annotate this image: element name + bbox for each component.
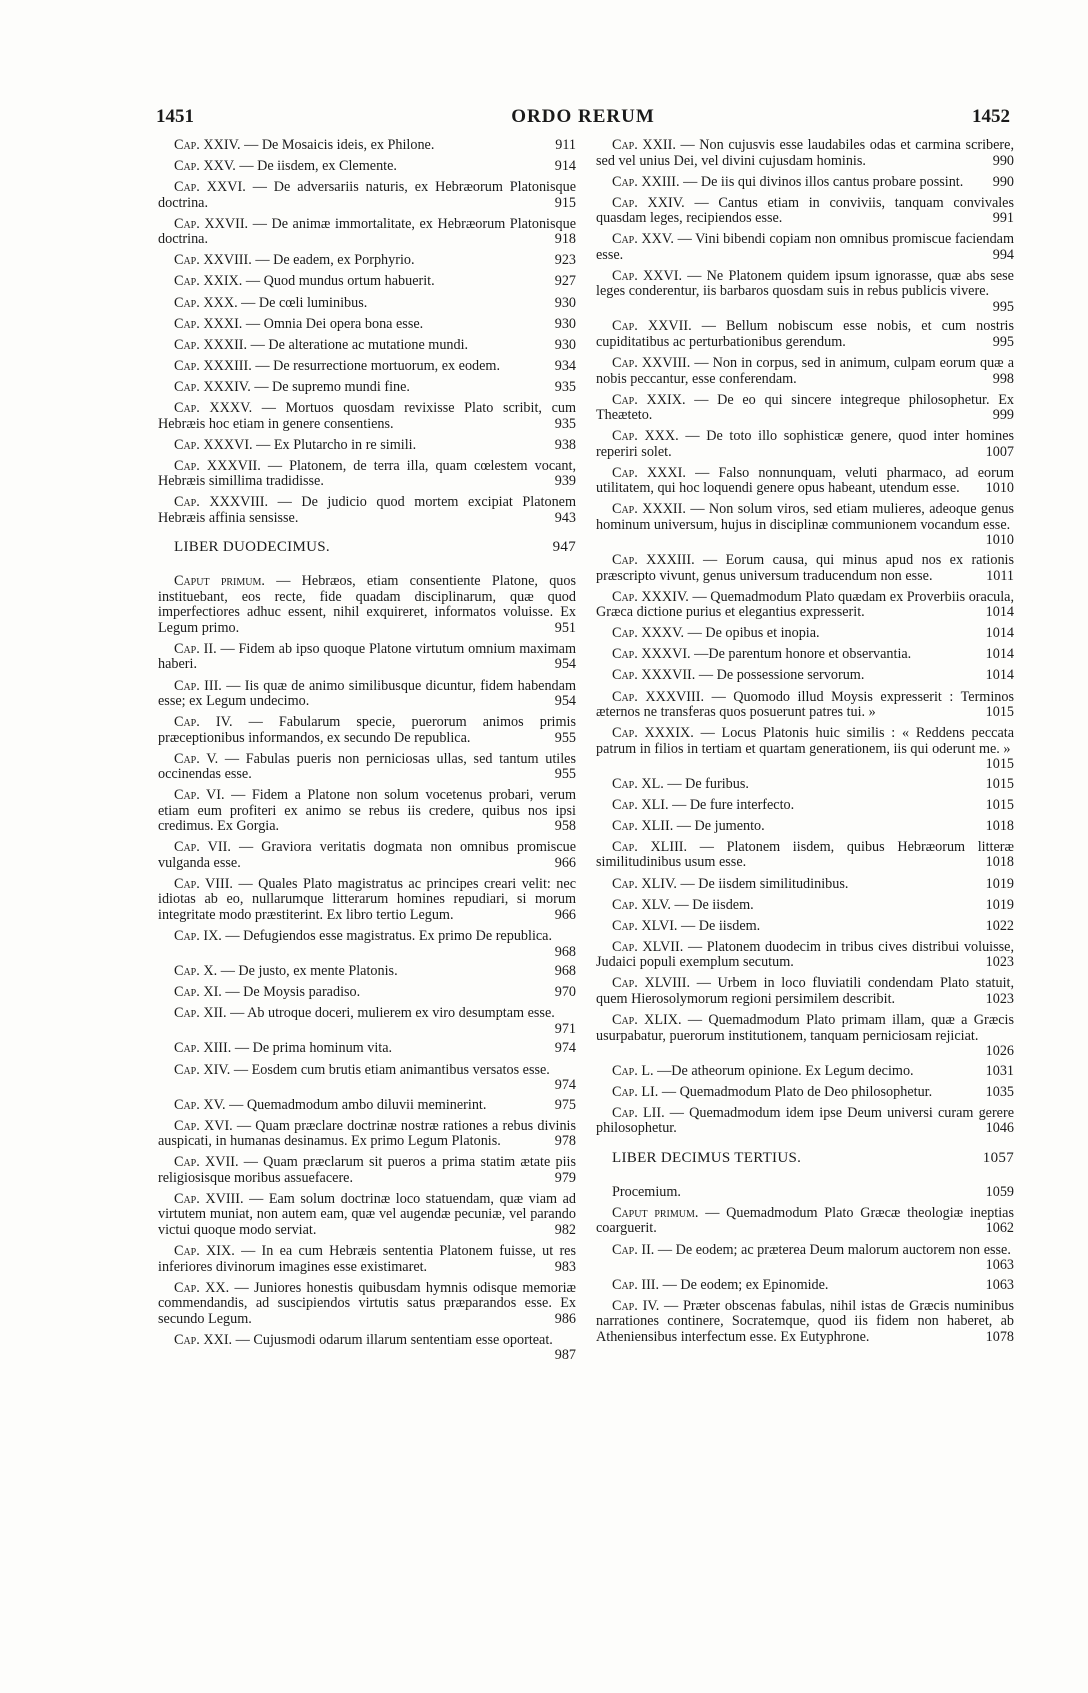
- toc-entry: [158, 574, 576, 636]
- chapter-label: Cap. IV.: [174, 714, 233, 731]
- chapter-page-number: 1018: [985, 817, 1014, 834]
- toc-entry: [158, 1192, 576, 1239]
- chapter-label: Cap. XXXIII.: [174, 357, 252, 374]
- book-page-number: 947: [552, 539, 576, 556]
- chapter-title: —De parentum honore et observantia.: [694, 646, 912, 663]
- chapter-title: — Falso nonnunquam, veluti pharmaco, ad eorum utilitatem, qui hoc loquendi genere opus habeant, utendum esse.: [596, 464, 1014, 497]
- chapter-title: — De adversariis naturis, ex Hebræorum Platonisque doctrina.: [158, 179, 577, 211]
- chapter-label: Cap. XXXI.: [174, 315, 243, 332]
- chapter-title: — Quod mundus ortum habuerit.: [245, 273, 435, 290]
- chapter-title: — Mortuos quosdam revixisse Plato scribit, cum Hebræis hoc etiam in genere consentiens.: [158, 400, 576, 432]
- toc-entry: [158, 459, 576, 490]
- toc-entry: [596, 898, 1014, 914]
- chapter-page-number: 1035: [985, 1083, 1014, 1100]
- chapter-label: Cap. XII.: [174, 1005, 227, 1022]
- toc-entry: [158, 1119, 576, 1150]
- chapter-page-number: 1014: [985, 625, 1014, 642]
- chapter-title: — Graviora veritatis dogmata non omnibus promiscue vulganda esse.: [158, 839, 577, 871]
- toc-entry: [158, 359, 576, 375]
- chapter-title: — De alteratione ac mutatione mundi.: [250, 336, 469, 353]
- chapter-label: Cap. III.: [174, 677, 222, 694]
- chapter-page-number: 995: [992, 298, 1014, 315]
- chapter-page-number: 954: [554, 656, 576, 673]
- chapter-page-number: 930: [554, 336, 576, 353]
- chapter-page-number: 1007: [985, 443, 1014, 460]
- toc-entry: [596, 1085, 1014, 1101]
- toc-entry: [596, 919, 1014, 935]
- chapter-label: Cap. VII.: [174, 839, 231, 856]
- chapter-label: Cap. L.: [612, 1062, 654, 1079]
- toc-entry: [596, 175, 1014, 191]
- toc-entry: [596, 319, 1014, 350]
- toc-entry: [596, 138, 1014, 169]
- chapter-label: Cap. XI.: [174, 984, 222, 1001]
- chapter-page-number: 966: [554, 854, 576, 871]
- toc-entry: [158, 1063, 576, 1093]
- chapter-title: — De fure interfecto.: [672, 796, 795, 813]
- chapter-title: — De justo, ex mente Platonis.: [220, 963, 398, 980]
- toc-entry: [596, 393, 1014, 424]
- chapter-label: Cap. XXXII.: [174, 336, 248, 353]
- chapter-label: Cap. XXXVII.: [174, 457, 261, 474]
- chapter-label: Cap. XVIII.: [174, 1190, 244, 1207]
- chapter-title: — De furibus.: [667, 775, 749, 792]
- chapter-title: — Hebræos, etiam consentiente Platone, quos instituebant, eos recte, fide quadam disciplinarum, quæ quod imperfectiores adhuc essent, nihil exquireret, informatos voluisse. Ex Legum primo.: [158, 573, 576, 636]
- chapter-label: Cap. X.: [174, 963, 218, 980]
- chapter-page-number: 1062: [985, 1220, 1014, 1237]
- chapter-title: — Quomodo illud Moysis expresserit : Terminos æternos ne transferas quos posuerunt patres tui. »: [596, 688, 1014, 720]
- running-title: ORDO RERUM: [511, 106, 655, 127]
- toc-entry: [596, 1185, 1014, 1201]
- toc-entry: [158, 985, 576, 1001]
- chapter-page-number: 995: [992, 333, 1014, 350]
- chapter-page-number: 918: [554, 231, 576, 248]
- chapter-page-number: 968: [554, 963, 576, 980]
- toc-entry: [158, 180, 576, 211]
- chapter-page-number: 1046: [985, 1120, 1014, 1137]
- toc-entry: [596, 590, 1014, 621]
- chapter-title: — Eosdem cum brutis etiam animantibus versatos esse.: [233, 1061, 550, 1078]
- chapter-title: — De resurrectione mortuorum, ex eodem.: [255, 357, 501, 374]
- chapter-title: — De jumento.: [676, 817, 765, 834]
- toc-entry: [596, 1243, 1014, 1273]
- chapter-page-number: 978: [554, 1133, 576, 1150]
- chapter-label: Cap. XXIV.: [612, 194, 685, 211]
- toc-entry: [596, 1013, 1014, 1058]
- chapter-page-number: 923: [554, 252, 576, 269]
- chapter-label: Cap. II.: [612, 1241, 655, 1258]
- chapter-title: — Quemadmodum Plato de Deo philosophetur.: [661, 1083, 933, 1100]
- chapter-page-number: 991: [992, 210, 1014, 227]
- chapter-page-number: 968: [554, 943, 576, 960]
- chapter-title: — Non cujusvis esse laudabiles odas et carmina scribere, sed vel unius Dei, vel divini cujusdam hominis.: [596, 137, 1015, 169]
- chapter-title: — Vini bibendi copiam non omnibus promiscue faciendam esse.: [596, 231, 1015, 263]
- chapter-title: — Præter obscenas fabulas, nihil istas de Græcis numinibus narrationes continere, Socratemque, quod iis fidem non haberet, ab Atheniensibus interfectum esse. Ex Eutyphrone.: [596, 1297, 1014, 1345]
- toc-entry: [158, 1041, 576, 1057]
- chapter-label: Cap. XXVI.: [612, 267, 683, 284]
- toc-entry: [158, 788, 576, 835]
- chapter-title: — Eorum causa, qui minus apud nos ex rationis præscripto vivunt, genus universum traducendum non esse.: [596, 552, 1014, 584]
- chapter-title: — Quales Plato magistratus ac principes creari velit: nec idiotas ab eo, nullarumque litterarum homines repudiari, si morum integritate modo præstiterint. Ex libro tertio Legum.: [158, 875, 576, 923]
- chapter-label: Cap. XXXII.: [612, 501, 686, 518]
- chapter-title: — Quemadmodum ambo diluvii meminerint.: [229, 1096, 487, 1113]
- chapter-page-number: 990: [992, 173, 1014, 190]
- chapter-label: Cap. XXVII.: [174, 215, 249, 232]
- chapter-page-number: 979: [554, 1169, 576, 1186]
- toc-entry: [596, 877, 1014, 893]
- chapter-label: Cap. XXV.: [612, 231, 674, 248]
- book-heading: [158, 540, 576, 558]
- chapter-title: — De judicio quod mortem excipiat Platonem Hebræis affinia sensisse.: [158, 494, 576, 526]
- chapter-page-number: 951: [554, 619, 576, 636]
- toc-entry: [158, 840, 576, 871]
- chapter-page-number: 943: [554, 509, 576, 526]
- chapter-label: Cap. XXXIX.: [612, 725, 694, 742]
- chapter-label: Cap. XXVIII.: [612, 355, 691, 372]
- toc-entry: [158, 438, 576, 454]
- chapter-title: — De eadem, ex Porphyrio.: [255, 252, 415, 269]
- toc-entry: [158, 964, 576, 980]
- toc-entry: [596, 553, 1014, 584]
- toc-entry: [158, 1006, 576, 1036]
- chapter-label: Cap. XLVII.: [612, 938, 684, 955]
- toc-entry: [596, 819, 1014, 835]
- toc-entry: [596, 502, 1014, 547]
- chapter-label: Cap. XLII.: [612, 817, 674, 834]
- chapter-title: — De eodem; ex Epinomide.: [662, 1276, 829, 1293]
- chapter-label: Cap. VIII.: [174, 875, 233, 892]
- chapter-label: Cap. LII.: [612, 1104, 665, 1121]
- chapter-page-number: 982: [554, 1221, 576, 1238]
- chapter-page-number: 934: [554, 357, 576, 374]
- chapter-title: — De iisdem.: [681, 917, 761, 934]
- chapter-label: Cap. XXXVII.: [612, 667, 696, 684]
- toc-entry: [596, 668, 1014, 684]
- chapter-label: Cap. IV.: [612, 1297, 660, 1314]
- chapter-label: Cap. LI.: [612, 1083, 659, 1100]
- chapter-page-number: 914: [554, 158, 576, 175]
- chapter-page-number: 939: [554, 473, 576, 490]
- chapter-page-number: 958: [554, 818, 576, 835]
- toc-entry: [596, 726, 1014, 771]
- chapter-label: Cap. XLVI.: [612, 917, 678, 934]
- chapter-label: Cap. V.: [174, 750, 219, 767]
- chapter-page-number: 1015: [985, 756, 1014, 773]
- toc-entry: [596, 356, 1014, 387]
- chapter-page-number: 1014: [985, 667, 1014, 684]
- chapter-page-number: 975: [554, 1096, 576, 1113]
- chapter-page-number: 971: [554, 1020, 576, 1037]
- chapter-title: — Urbem in loco fluviatili condendam Plato statuit, quem Hierosolymorum regioni persimilem describit.: [596, 975, 1015, 1007]
- toc-entry: [596, 429, 1014, 460]
- chapter-page-number: 1015: [985, 704, 1014, 720]
- chapter-title: — De eodem; ac præterea Deum malorum auctorem non esse.: [657, 1241, 1011, 1258]
- chapter-page-number: 983: [554, 1258, 576, 1275]
- toc-entry: [158, 1281, 576, 1328]
- toc-entry: [158, 752, 576, 783]
- chapter-label: Cap. XV.: [174, 1096, 226, 1113]
- chapter-page-number: 1014: [985, 646, 1014, 663]
- chapter-title: — Quemadmodum Plato Græcæ theologiæ ineptias coarguerit.: [596, 1204, 1014, 1237]
- chapter-page-number: 1010: [985, 480, 1014, 497]
- chapter-label: Cap. XL.: [612, 775, 664, 792]
- chapter-title: — Ab utroque doceri, mulierem ex viro desumptam esse.: [230, 1005, 555, 1022]
- chapter-label: Cap. XXXIV.: [612, 588, 689, 605]
- chapter-page-number: 1078: [985, 1328, 1014, 1345]
- chapter-page-number: 1059: [985, 1183, 1014, 1200]
- chapter-title: — Quemadmodum idem ipse Deum universi curam gerere philosophetur.: [596, 1104, 1015, 1137]
- chapter-page-number: 987: [554, 1347, 576, 1364]
- chapter-page-number: 994: [992, 246, 1014, 263]
- toc-entry: [158, 1333, 576, 1363]
- chapter-title: — De eo qui sincere integreque philosophetur. Ex Theæteto.: [596, 391, 1014, 424]
- chapter-title: — De supremo mundi fine.: [254, 378, 410, 395]
- chapter-label: Cap. XIV.: [174, 1061, 231, 1078]
- chapter-label: Caput primum.: [612, 1204, 699, 1221]
- chapter-title: — Quam præclarum sit pueros a prima statim ætate piis religiosisque moribus assuefacere.: [158, 1154, 577, 1186]
- chapter-label: Caput primum.: [174, 573, 265, 590]
- toc-entry: [596, 1278, 1014, 1294]
- chapter-title: — Ex Plutarcho in re simili.: [256, 436, 417, 453]
- chapter-label: Cap. XXXIV.: [174, 378, 251, 395]
- chapter-page-number: 1022: [985, 917, 1014, 934]
- chapter-page-number: 954: [554, 693, 576, 709]
- chapter-title: — Platonem, de terra illa, quam cœlestem vocant, Hebræis simillima tradidisse.: [158, 457, 576, 490]
- left-column: [158, 138, 576, 1368]
- toc-entry: [158, 642, 576, 673]
- toc-entry: [158, 296, 576, 312]
- chapter-page-number: 999: [992, 407, 1014, 424]
- chapter-title: — De possessione servorum.: [698, 667, 865, 684]
- chapter-page-number: 1014: [985, 604, 1014, 621]
- chapter-page-number: 986: [554, 1310, 576, 1327]
- chapter-title: — Fabulas pueris non perniciosas ullas, sed tantum utiles occinendas esse.: [158, 750, 577, 783]
- toc-entry: [158, 274, 576, 290]
- chapter-page-number: 966: [554, 906, 576, 923]
- chapter-title: Procemium.: [612, 1183, 681, 1200]
- toc-entry: [158, 679, 576, 710]
- chapter-page-number: 1031: [985, 1062, 1014, 1079]
- page-header: [156, 106, 1010, 130]
- chapter-title: — Non in corpus, sed in animum, culpam eorum quæ a nobis peccantur, esse conferendam.: [596, 355, 1014, 387]
- chapter-page-number: 911: [555, 137, 576, 153]
- chapter-title: — Eam solum doctrinæ loco statuendam, quæ viam ad virtutem muniat, non autem eam, quæ vel augendæ pecuniæ, vel parando victui quoque modo serviat.: [158, 1190, 576, 1238]
- toc-entry: [158, 380, 576, 396]
- chapter-label: Cap. XXXVIII.: [612, 688, 705, 705]
- chapter-title: — Defugiendos esse magistratus. Ex primo De republica.: [225, 928, 553, 945]
- chapter-page-number: 1023: [985, 990, 1014, 1007]
- chapter-title: — Cujusmodi odarum illarum sententiam esse oporteat.: [235, 1331, 553, 1348]
- chapter-title: — Fidem a Platone non solum vocetenus probari, verum etiam eum profiteri ex animo se rebus iis credere, quibus nos ipsi credimus. Ex Gorgia.: [158, 787, 577, 835]
- toc-entry: [158, 138, 576, 154]
- chapter-page-number: 1019: [985, 896, 1014, 913]
- chapter-title: — De opibus et inopia.: [687, 625, 820, 642]
- toc-entry: [158, 1244, 576, 1275]
- chapter-page-number: 1023: [985, 954, 1014, 971]
- chapter-title: — Platonem duodecim in tribus cives distribui voluisse, Judaici populi exemplum secutum.: [596, 938, 1014, 971]
- chapter-title: —De atheorum opinione. Ex Legum decimo.: [657, 1062, 914, 1079]
- chapter-label: Cap. XVI.: [174, 1117, 233, 1134]
- chapter-label: Cap. XXVIII.: [174, 252, 252, 269]
- chapter-page-number: 974: [554, 1040, 576, 1057]
- toc-entry: [596, 647, 1014, 663]
- toc-entry: [596, 976, 1014, 1007]
- chapter-label: Cap. XLV.: [612, 896, 671, 913]
- chapter-label: Cap. XIX.: [174, 1243, 235, 1259]
- chapter-label: Cap. II.: [174, 640, 217, 657]
- toc-entry: [596, 1106, 1014, 1137]
- chapter-label: Cap. XXXV.: [174, 400, 253, 417]
- chapter-title: — Juniores honestis quibusdam hymnis odisque memoriæ commendandis, ad suscipiendos virtutis satus præparandos esse. Ex secundo Legum.: [158, 1279, 577, 1327]
- chapter-page-number: 1019: [985, 875, 1014, 892]
- chapter-label: Cap. XXIX.: [174, 273, 243, 290]
- chapter-page-number: 1063: [985, 1257, 1014, 1273]
- toc-entry: [158, 317, 576, 333]
- chapter-label: Cap. XXX.: [174, 294, 238, 311]
- chapter-label: Cap. XXXVI.: [174, 436, 253, 453]
- chapter-title: — De iisdem.: [674, 896, 754, 913]
- chapter-label: Cap. XXIX.: [612, 391, 686, 408]
- toc-entry: [596, 690, 1014, 721]
- toc-entry: [158, 159, 576, 175]
- chapter-label: Cap. III.: [612, 1276, 660, 1293]
- toc-entry: [596, 269, 1014, 314]
- chapter-label: Cap. XXXV.: [612, 625, 685, 642]
- chapter-title: — In ea cum Hebræis sententia Platonem fuisse, ut res inferiores divinorum imagines esse existimaret.: [158, 1243, 577, 1275]
- chapter-page-number: 970: [554, 984, 576, 1001]
- chapter-page-number: 915: [554, 194, 576, 211]
- right-page-number: 1452: [972, 106, 1010, 127]
- toc-entry: [158, 715, 576, 746]
- chapter-page-number: 1018: [985, 854, 1014, 871]
- chapter-page-number: 935: [554, 378, 576, 395]
- chapter-label: Cap. XVII.: [174, 1154, 239, 1171]
- chapter-label: Cap. XLIV.: [612, 875, 677, 892]
- chapter-page-number: 1015: [985, 775, 1014, 792]
- chapter-label: Cap. XXII.: [612, 137, 676, 153]
- chapter-page-number: 955: [554, 766, 576, 783]
- chapter-title: — Bellum nobiscum esse nobis, et cum nostris cupiditatibus ac perturbationibus gerendum.: [596, 318, 1015, 350]
- chapter-label: Cap. XIII.: [174, 1040, 232, 1057]
- chapter-label: Cap. XXXVIII.: [174, 494, 269, 511]
- toc-entry: [596, 777, 1014, 793]
- chapter-page-number: 935: [554, 415, 576, 432]
- chapter-title: — De iisdem similitudinibus.: [680, 875, 849, 892]
- toc-entry: [158, 1155, 576, 1186]
- chapter-title: — Fabularum specie, puerorum animos primis præceptionibus informandos, ex secundo De republica.: [158, 714, 576, 746]
- chapter-page-number: 974: [554, 1077, 576, 1094]
- chapter-page-number: 1010: [985, 532, 1014, 549]
- toc-entry: [158, 401, 576, 432]
- chapter-title: — De Mosaicis ideis, ex Philone.: [244, 137, 435, 153]
- chapter-title: — De animæ immortalitate, ex Hebræorum Platonisque doctrina.: [158, 215, 577, 248]
- chapter-title: — De prima hominum vita.: [234, 1040, 393, 1057]
- chapter-title: — Ne Platonem quidem ipsum ignorasse, quæ abs sese leges conderentur, iis barbaros quosdam suis in rebus publicis vivere.: [596, 267, 1014, 300]
- chapter-title: — Non solum viros, sed etiam mulieres, adeoque genus hominum universum, hujus in disciplinæ communionem vocandum esse.: [596, 501, 1015, 533]
- toc-entry: [596, 232, 1014, 263]
- chapter-title: — De toto illo sophisticæ genere, quod inter homines reperiri solet.: [596, 428, 1015, 460]
- chapter-page-number: 938: [554, 436, 576, 453]
- chapter-page-number: 930: [554, 315, 576, 332]
- toc-entry: [596, 196, 1014, 227]
- toc-entry: [158, 338, 576, 354]
- chapter-label: Cap. XXVII.: [612, 318, 692, 335]
- book-title: LIBER DUODECIMUS.: [174, 539, 330, 556]
- chapter-title: — Cantus etiam in conviviis, tanquam convivales quasdam leges, recipiendos esse.: [596, 194, 1014, 227]
- chapter-title: — Fidem ab ipso quoque Platone virtutum omnium maximam haberi.: [158, 640, 576, 673]
- chapter-label: Cap. XXVI.: [174, 179, 246, 196]
- chapter-page-number: 930: [554, 294, 576, 311]
- chapter-label: Cap. IX.: [174, 928, 222, 945]
- right-column: [596, 138, 1014, 1351]
- toc-entry: [596, 798, 1014, 814]
- chapter-title: — Quemadmodum Plato primam illam, quæ a Græcis usurpabatur, puerorum institutionem, tanquam perniciosam rejiciat.: [596, 1012, 1014, 1044]
- chapter-label: Cap. XXI.: [174, 1331, 233, 1348]
- chapter-label: Cap. XXIV.: [174, 137, 241, 153]
- toc-entry: [596, 840, 1014, 871]
- chapter-title: — Quam præclare doctrinæ nostræ rationes a rebus divinis auspicati, in humanas desinamus. Ex primo Legum Platonis.: [158, 1117, 576, 1150]
- chapter-label: Cap. XLIX.: [612, 1012, 682, 1029]
- chapter-page-number: 927: [554, 273, 576, 290]
- chapter-label: Cap. XXIII.: [612, 173, 680, 190]
- chapter-title: — Omnia Dei opera bona esse.: [245, 315, 424, 332]
- chapter-title: — Locus Platonis huic similis : « Reddens peccata patrum in filios in tertiam et quartam generationem, iis qui oderunt me. »: [596, 725, 1014, 757]
- toc-entry: [158, 217, 576, 248]
- chapter-title: — Quemadmodum Plato quædam ex Proverbiis oracula, Græca dictione purius et elegantius expresserit.: [596, 588, 1015, 621]
- toc-entry: [158, 877, 576, 924]
- chapter-label: Cap. XXX.: [612, 428, 679, 445]
- chapter-page-number: 990: [992, 152, 1014, 169]
- toc-entry: [596, 626, 1014, 642]
- chapter-label: Cap. XXXI.: [612, 464, 686, 481]
- chapter-page-number: 1063: [985, 1276, 1014, 1293]
- chapter-title: — De iis qui divinos illos cantus probare possint.: [683, 173, 964, 190]
- toc-entry: [596, 1299, 1014, 1346]
- chapter-label: Cap. XX.: [174, 1279, 230, 1296]
- chapter-title: — De Moysis paradiso.: [225, 984, 361, 1001]
- chapter-label: Cap. XXXIII.: [612, 552, 695, 569]
- chapter-title: — Iis quæ de animo similibusque dicuntur, fidem habendam esse; ex Legum undecimo.: [158, 677, 576, 709]
- chapter-page-number: 998: [992, 370, 1014, 387]
- book-page-number: 1057: [982, 1149, 1014, 1166]
- toc-entry: [596, 940, 1014, 971]
- chapter-label: Cap. XLI.: [612, 796, 669, 813]
- chapter-title: — De iisdem, ex Clemente.: [239, 158, 397, 175]
- toc-entry: [596, 1206, 1014, 1237]
- book-title: LIBER DECIMUS TERTIUS.: [612, 1149, 802, 1166]
- chapter-label: Cap. XLIII.: [612, 838, 688, 855]
- chapter-page-number: 1015: [985, 796, 1014, 813]
- chapter-page-number: 955: [554, 729, 576, 746]
- chapter-page-number: 1011: [986, 567, 1014, 584]
- chapter-title: — De cœli luminibus.: [241, 294, 368, 311]
- chapter-label: Cap. XXV.: [174, 158, 236, 175]
- toc-entry: [158, 253, 576, 269]
- toc-entry: [596, 466, 1014, 497]
- chapter-label: Cap. XLVIII.: [612, 975, 691, 992]
- chapter-title: — Platonem iisdem, quibus Hebræorum litteræ similitudinibus usum esse.: [596, 838, 1014, 871]
- toc-entry: [596, 1064, 1014, 1080]
- toc-entry: [158, 929, 576, 959]
- book-heading: [596, 1151, 1014, 1169]
- chapter-page-number: 1026: [985, 1043, 1014, 1060]
- toc-entry: [158, 1098, 576, 1114]
- chapter-label: Cap. VI.: [174, 787, 225, 804]
- chapter-label: Cap. XXXVI.: [612, 646, 691, 663]
- toc-entry: [158, 495, 576, 526]
- left-page-number: 1451: [156, 106, 194, 127]
